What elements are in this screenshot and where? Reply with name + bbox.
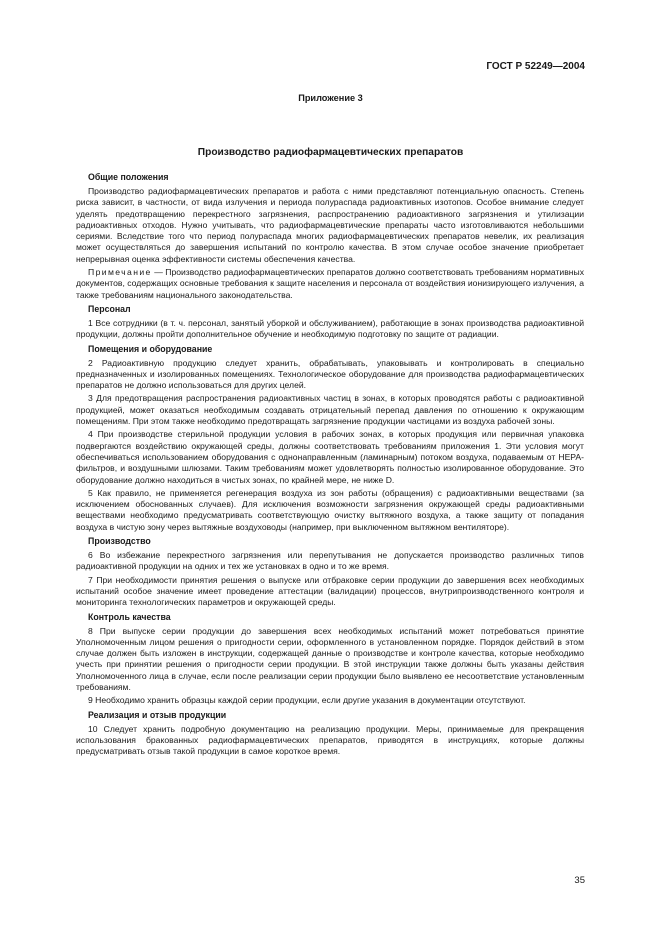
note-label: Примечание [88,267,152,278]
paragraph-8: 8 При выпуске серии продукции до завершения всех необходимых испытаний может потребоваться принятие Уполномоченным лицом решения о пригодности серии, оформленного в установленном порядке. Порядок действий в этом случае должен быть изложен в инструкции, содержащей данные о производстве и контроле качества, которые необходимо учесть при принятии решения о пригодности серии продукции. В этой инструкции также должны быть указаны действия Уполномоченного лица в случае, если после реализации серии продукции было выявлено ее несоответствие установленным требованиям. [76,625,584,692]
note-text: — Производство радиофармацевтических препаратов должно соответствовать требованиям нормативных документов, содержащих основные требования к защите населения и персонала от воздействия ионизирующего излучения, а также требованиям национального законодательства. [76,267,584,300]
section-heading-personnel: Персонал [88,303,131,314]
page-number: 35 [574,875,585,886]
section-heading-premises: Помещения и оборудование [88,343,213,354]
paragraph-2: 2 Радиоактивную продукцию следует хранить, обрабатывать, упаковывать и контролировать в специально предназначенных и изолированных помещениях. Технологическое оборудование для производства радиофармацевтических препаратов не должно использоваться для других целей. [76,357,584,391]
standard-code: ГОСТ Р 52249—2004 [486,61,585,72]
paragraph-7: 7 При необходимости принятия решения о выпуске или отбраковке серии продукции до завершения всех необходимых испытаний особое значение имеет проведение аттестации (валидации) процессов, внутрипроизводственного контроля и мониторинга технологических параметров и окружающей среды. [76,574,584,608]
document-body [76,169,584,759]
paragraph-5: 5 Как правило, не применяется регенерация воздуха из зон работы (обращения) с радиоактивными веществами (за исключением обоснованных случаев). Для исключения возможности загрязнения окружающей среды радиоактивными веществами необходимо предусматривать соответствующую очистку вытяжного воздуха, а также защиту от попадания воздуха в чистую зону через вытяжные воздуховоды (например, при выключенном вытяжном вентиляторе). [76,487,584,532]
paragraph-4: 4 При производстве стерильной продукции условия в рабочих зонах, в которых продукция или первичная упаковка подвергаются воздействию окружающей среды, должны соответствовать требованиям приложения 1. Эти условия могут обеспечиваться использованием оборудования с однонаправленным (ламинарным) потоком воздуха, подаваемым от HEPA-фильтров, и воздушными шлюзами. Таким требованиям может удовлетворять полностью изолированное оборудование. Это оборудование должно находиться в чистых зонах, по крайней мере, не ниже D. [76,429,584,485]
document-title: Производство радиофармацевтических препаратов [197,147,464,158]
paragraph-1: 1 Все сотрудники (в т. ч. персонал, занятый уборкой и обслуживанием), работающие в зонах производства радиоактивной продукции, должны пройти дополнительное обучение и необходимую подготовку по защите от радиации. [76,317,584,340]
appendix-label: Приложение 3 [298,93,363,103]
paragraph-general: Производство радиофармацевтических препаратов и работа с ними представляют потенциальную опасность. Степень риска зависит, в частности, от вида излучения и периода полураспада радиоактивных изотопов. Особое внимание следует уделять предотвращению перекрестного загрязнения, распространению радиоактивного загрязнения и утилизации радиоактивных отходов. Нужно учитывать, что радиофармацевтические препараты часто изготовливаются небольшими сериями. Вследствие того что период полураспада многих радиофармацевтических препаратов невелик, их реализация может осуществляться до завершения испытаний по контролю качества. В этом случае особое значение приобретает непрерывная оценка эффективности системы обеспечения качества. [76,186,584,264]
section-heading-production: Производство [88,536,151,547]
section-heading-general: Общие положения [88,172,169,182]
paragraph-6: 6 Во избежание перекрестного загрязнения или перепутывания не допускается производство различных типов радиоактивной продукции на одних и тех же установках в одно и то же время. [76,550,584,572]
note-paragraph [76,267,584,301]
paragraph-3: 3 Для предотвращения распространения радиоактивных частиц в зонах, в которых проводятся работы с радиоактивной продукцией, может оказаться необходимым создавать отрицательный перепад давления по отношению к окружающим помещениям. При этом также необходимо предотвращать загрязнение продукции частицами из воздуха рабочей зоны. [76,393,584,427]
section-heading-distribution: Реализация и отзыв продукции [88,709,227,720]
section-heading-quality: Контроль качества [88,611,171,622]
paragraph-10: 10 Следует хранить подробную документацию на реализацию продукции. Меры, принимаемые для прекращения использования бракованных радиофармацевтических препаратов, приводятся в инструкциях, которые должны предусматривать отзыв такой продукции в самое короткое время. [76,723,584,757]
paragraph-9: 9 Необходимо хранить образцы каждой серии продукции, если другие указания в документации отсутствуют. [88,695,526,706]
